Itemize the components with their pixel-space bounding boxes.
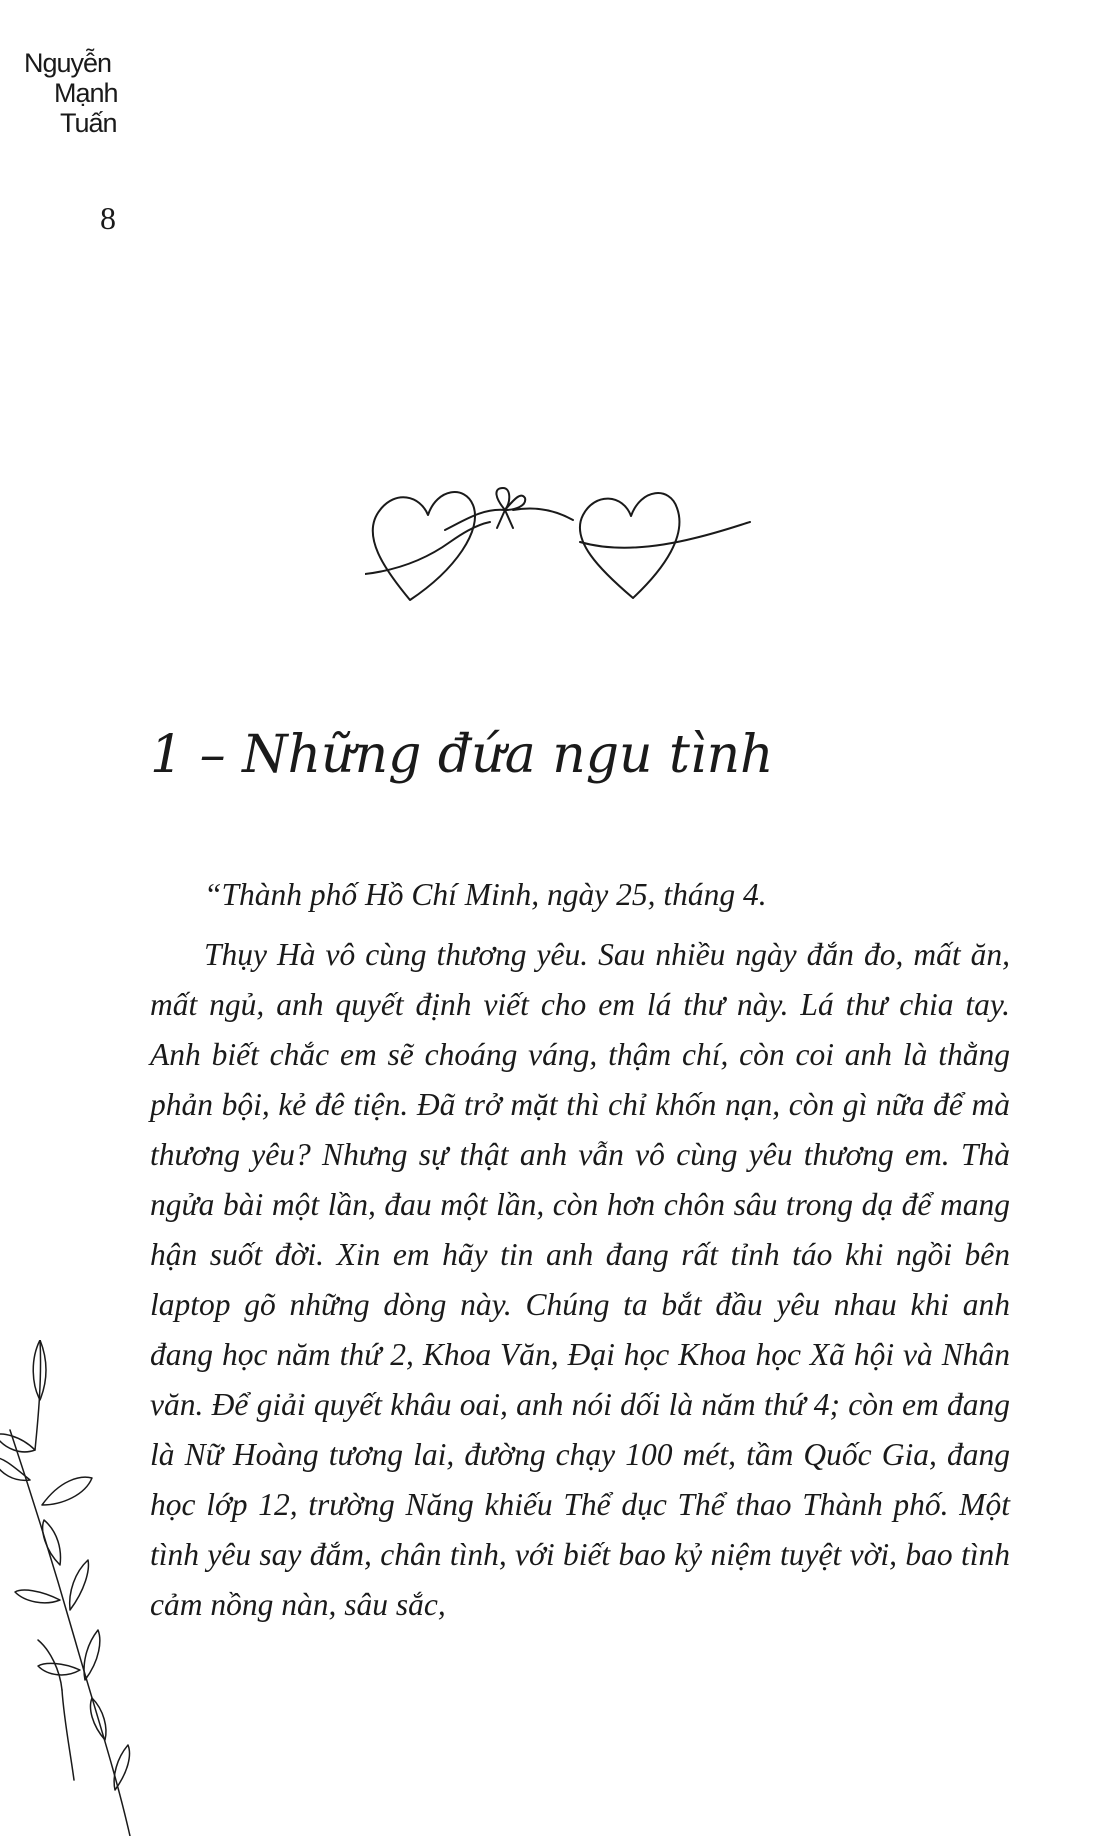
chapter-body [150,870,1010,1630]
leaf-vine-icon [0,1340,150,1836]
paragraph-letter: Thụy Hà vô cùng thương yêu. Sau nhiều ngày đắn đo, mất ăn, mất ngủ, anh quyết định viết cho em lá thư này. Lá thư chia tay. Anh biết chắc em sẽ choáng váng, thậm chí, còn coi anh là thằng phản bội, kẻ đê tiện. Đã trở mặt thì chỉ khốn nạn, còn gì nữa để mà thương yêu? Nhưng sự thật anh vẫn vô cùng yêu thương em. Thà ngửa bài một lần, đau một lần, còn hơn chôn sâu trong dạ để mang hận suốt đời. Xin em hãy tin anh đang rất tỉnh táo khi ngồi bên laptop gõ những dòng này. Chúng ta bắt đầu yêu nhau khi anh đang học năm thứ 2, Khoa Văn, Đại học Khoa học Xã hội và Nhân văn. Để giải quyết khâu oai, anh nói dối là năm thứ 4; còn em đang là Nữ Hoàng tương lai, đường chạy 100 mét, tầm Quốc Gia, đang học lớp 12, trường Năng khiếu Thể dục Thể thao Thành phố. Một tình yêu say đắm, chân tình, với biết bao kỷ niệm tuyệt vời, bao tình cảm nồng nàn, sâu sắc, [150,937,1010,1622]
paragraph-dateline: “Thành phố Hồ Chí Minh, ngày 25, tháng 4. [204,877,767,912]
author-name [24,48,144,138]
hearts-with-bow-icon [365,480,795,620]
page-number: 8 [100,200,116,236]
author-first-name: Nguyễn [24,48,112,78]
chapter-title: 1 – Những đứa ngu tình [150,725,774,785]
author-last-name: Tuấn [60,108,117,138]
author-middle-name: Mạnh [54,78,118,108]
